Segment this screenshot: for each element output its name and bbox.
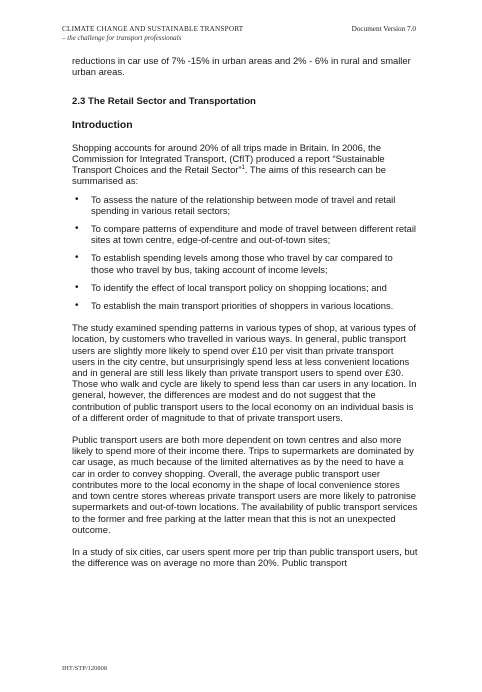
bullet-icon: • bbox=[75, 193, 79, 205]
list-item-text: To compare patterns of expenditure and mode of travel between different retail sites at town centre, edge-of-centre and out-of-town sites; bbox=[91, 223, 417, 246]
intro-text-end: . The aims of this research can be summarised as: bbox=[72, 164, 386, 187]
list-item-text: To identify the effect of local transport policy on shopping locations; and bbox=[91, 281, 387, 293]
bullet-icon: • bbox=[75, 252, 79, 264]
list-item-text: To establish spending levels among those who travel by car compared to those who travel by bus, taking account of income levels; bbox=[91, 252, 393, 275]
paragraph-spending-patterns: The study examined spending patterns in various types of shop, at various types of location, by customers who travelled in various ways. In general, public transport users are slightly more likely to spend over £10 per visit than private transport users in the city centre, but unsurprisingly spend less at less convenient locations and in general are still less likely than private transport users to spend over £30. Those who walk and cycle are likely to spend less than car users in any location. In general, however, the differences are modest and do not suggest that the contribution of public transport users to the local economy on an individual basis is of a different order of magnitude to that of private transport users. bbox=[72, 322, 417, 423]
bullet-icon: • bbox=[75, 281, 79, 293]
document-version: Document Version 7.0 bbox=[351, 25, 416, 33]
bullet-icon: • bbox=[75, 300, 79, 312]
list-item-text: To establish the main transport priorities of shoppers in various locations. bbox=[91, 300, 394, 312]
list-item-text: To assess the nature of the relationship between mode of travel and retail spending in various retail sectors; bbox=[91, 193, 396, 216]
bullet-icon: • bbox=[75, 223, 79, 235]
intro-text: Shopping accounts for around 20% of all trips made in Britain. In 2006, the Commission for Integrated Transport, (CfIT) produced a report “Sustainable Transport Choices and the Retail Sector” bbox=[72, 141, 385, 176]
header-title: CLIMATE CHANGE AND SUSTAINABLE TRANSPORT bbox=[62, 25, 244, 33]
aims-list bbox=[72, 194, 418, 312]
footer-code: IHT/STP/120808 bbox=[62, 665, 108, 672]
carry-over-paragraph: reductions in car use of 7% -15% in urban areas and 2% - 6% in rural and smaller urban areas. bbox=[72, 55, 411, 78]
paragraph-public-transport-users: Public transport users are both more dependent on town centres and also more likely to spend more of their income there. Trips to supermarkets are dominated by car usage, as much because of the limited alternatives as by the need to have a car in order to convey shopping. Overall, the average public transport user contributes more to the local economy in the shape of local convenience stores and town centre stores whereas private transport users are more likely to patronise supermarkets and out-of-town locations. The availability of public transport services to the former and free parking at the latter mean that this is not an unexpected outcome. bbox=[72, 434, 418, 535]
document-body bbox=[72, 55, 418, 568]
subheading: Introduction bbox=[72, 119, 133, 131]
intro-paragraph bbox=[72, 142, 418, 187]
list-item bbox=[72, 194, 418, 216]
paragraph-six-cities: In a study of six cities, car users spent more per trip than public transport users, but the difference was on average no more than 20%. Public transport bbox=[72, 545, 418, 569]
section-heading: 2.3 The Retail Sector and Transportation bbox=[72, 96, 256, 108]
header-subtitle: – the challenge for transport professionals bbox=[62, 34, 182, 42]
list-item bbox=[72, 300, 418, 311]
footnote-reference: 1 bbox=[241, 165, 245, 172]
list-item bbox=[72, 282, 418, 293]
list-item bbox=[72, 252, 418, 274]
list-item bbox=[72, 223, 418, 245]
